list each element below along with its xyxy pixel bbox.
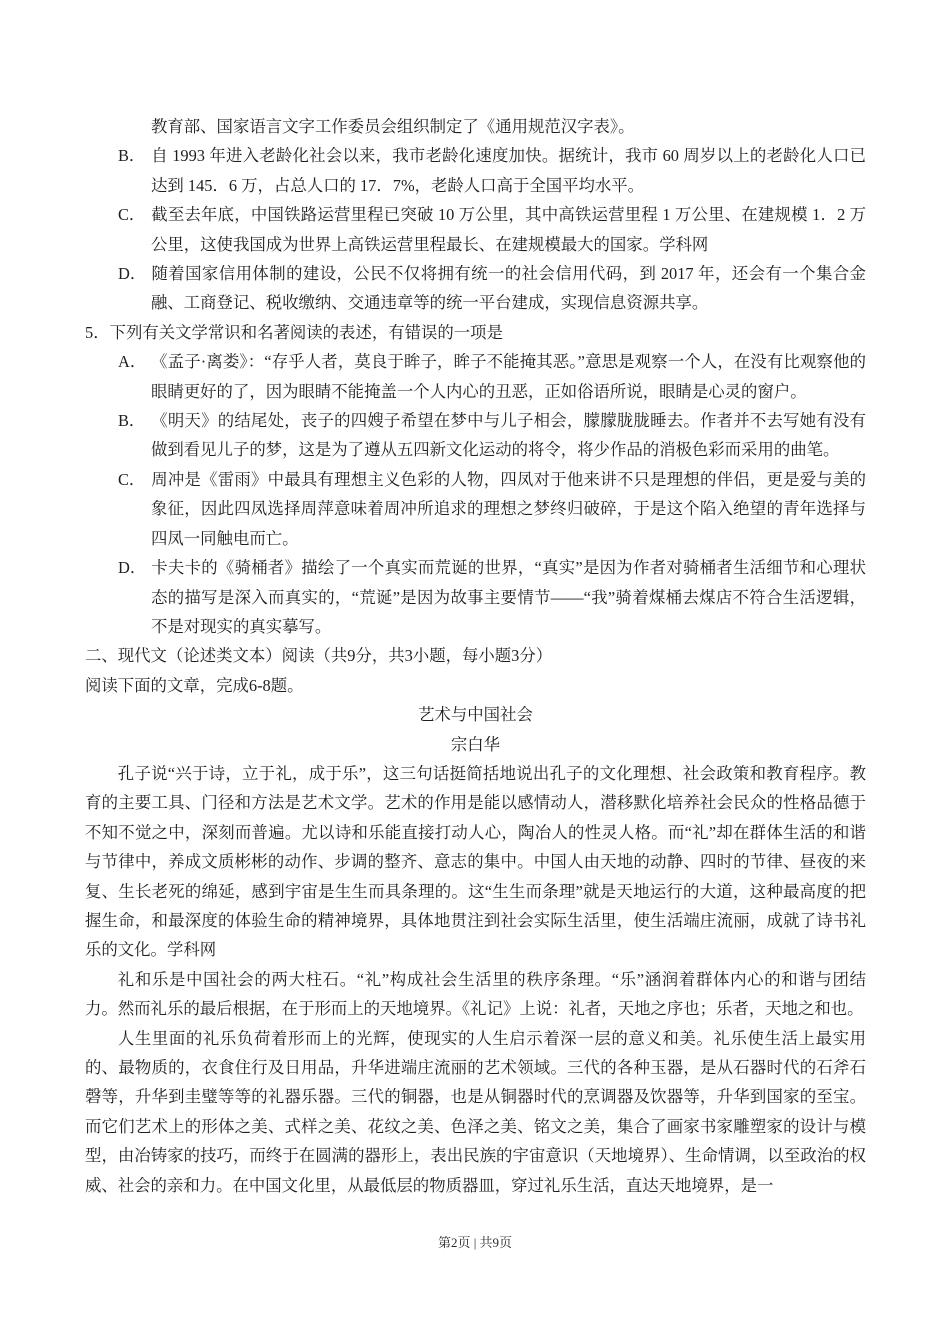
section2-heading: 二、现代文（论述类文本）阅读（共9分，共3小题，每小题3分）	[85, 646, 553, 666]
q4-option-c	[85, 200, 866, 259]
article-paragraph-3: 人生里面的礼乐负荷着形而上的光辉，使现实的人生启示着深一层的意义和美。礼乐使生活上最实用的、最物质的，衣食住行及日用品，升华进端庄流丽的艺术领域。三代的各种玉器，是从石器时代的石斧石磬等，升华到圭璧等等的礼器乐器。三代的铜器，也是从铜器时代的烹调器及饮器等，升华到国家的至宝。而它们艺术上的形体之美、式样之美、花纹之美、色泽之美、铭文之美，集合了画家书家雕塑家的设计与模型，由冶铸家的技巧，而终于在圆满的器形上，表出民族的宇宙意识（天地境界）、生命情调，以至政治的权威、社会的亲和力。在中国文化里，从最低层的物质器皿，穿过礼乐生活，直达天地境界，是一	[85, 1028, 866, 1195]
q5-option-d-label: D．	[118, 558, 147, 578]
q5-option-d-text: 卡夫卡的《骑桶者》描绘了一个真实而荒诞的世界，“真实”是因为作者对骑桶者生活细节和心理状态的描写是深入而真实的，“荒诞”是因为故事主要情节——“我”骑着煤桶去煤店不符合生活逻辑，不是对现实的真实摹写。	[151, 558, 866, 636]
page-footer: 第2页 | 共9页	[437, 1235, 513, 1250]
q4-option-d-text: 随着国家信用体制的建设，公民不仅将拥有统一的社会信用代码，到 2017 年，还会有一个集合金融、工商登记、税收缴纳、交通违章等的统一平台建成，实现信息资源共享。	[151, 264, 866, 313]
q5-option-b	[85, 406, 866, 465]
q5-option-b-text: 《明天》的结尾处，丧子的四嫂子希望在梦中与儿子相会，朦朦胧胧睡去。作者并不去写她有没有做到看见儿子的梦，这是为了遵从五四新文化运动的将令，将少作品的消极色彩而采用的曲笔。	[151, 411, 866, 460]
q5-option-d	[85, 553, 866, 641]
q5-stem: 5．下列有关文学常识和名著阅读的表述，有错误的一项是	[85, 322, 503, 342]
q5-option-b-label: B．	[118, 411, 146, 431]
article-title: 艺术与中国社会	[418, 705, 533, 725]
q5-option-a-label: A．	[118, 352, 147, 372]
q4-option-c-label: C．	[118, 205, 146, 225]
q4-option-a-continuation: 教育部、国家语言文字工作委员会组织制定了《通用规范汉字表》。	[151, 117, 635, 136]
article-paragraph-2: 礼和乐是中国社会的两大柱石。“礼”构成社会生活里的秩序条理。“乐”涵润着群体内心的和谐与团结力。然而礼乐的最后根据，在于形而上的天地境界。《礼记》上说：礼者，天地之序也；乐者，天地之和也。	[85, 969, 866, 1019]
article-author: 宗白华	[450, 734, 501, 754]
q4-option-b	[85, 141, 866, 200]
section2-instruction: 阅读下面的文章，完成6-8题。	[85, 675, 304, 695]
q5-option-a	[85, 347, 866, 406]
q5-option-c-label: C．	[118, 469, 146, 489]
q4-option-d	[85, 259, 866, 318]
q5-option-c	[85, 465, 866, 553]
q4-option-c-text: 截至去年底，中国铁路运营里程已突破 10 万公里，其中高铁运营里程 1 万公里、在建规模 1．2 万公里，这使我国成为世界上高铁运营里程最长、在建规模最大的国家。学科网	[151, 205, 866, 254]
page-content	[85, 112, 866, 1200]
q4-option-d-label: D．	[118, 264, 147, 284]
q4-option-b-text: 自 1993 年进入老龄化社会以来，我市老龄化速度加快。据统计，我市 60 周岁以上的老龄化人口已达到 145．6 万，占总人口的 17．7%，老龄人口高于全国平均水平。	[151, 146, 866, 195]
q4-option-b-label: B．	[118, 146, 146, 166]
q5-option-a-text: 《孟子·离娄》：“存乎人者，莫良于眸子，眸子不能掩其恶。”意思是观察一个人，在没有比观察他的眼睛更好的了，因为眼睛不能掩盖一个人内心的丑恶，正如俗语所说，眼睛是心灵的窗户。	[151, 352, 866, 401]
article-paragraph-1: 孔子说“兴于诗，立于礼，成于乐”，这三句话挺简括地说出孔子的文化理想、社会政策和教育程序。教育的主要工具、门径和方法是艺术文学。艺术的作用是能以感情动人，潜移默化培养社会民众的性格品德于不知不觉之中，深刻而普遍。尤以诗和乐能直接打动人心，陶冶人的性灵人格。而“礼”却在群体生活的和谐与节律中，养成文质彬彬的动作、步调的整齐、意志的集中。中国人由天地的动静、四时的节律、昼夜的来复、生长老死的绵延，感到宇宙是生生而具条理的。这“生生而条理”就是天地运行的大道，这种最高度的把握生命，和最深度的体验生命的精神境界，具体地贯注到社会实际生活里，使生活端庄流丽，成就了诗书礼乐的文化。学科网	[85, 763, 866, 960]
q5-option-c-text: 周冲是《雷雨》中最具有理想主义色彩的人物，四凤对于他来讲不只是理想的伴侣，更是爱与美的象征，因此四凤选择周萍意味着周冲所追求的理想之梦终归破碎，于是这个陷入绝望的青年选择与四凤一同触电而亡。	[151, 469, 866, 548]
